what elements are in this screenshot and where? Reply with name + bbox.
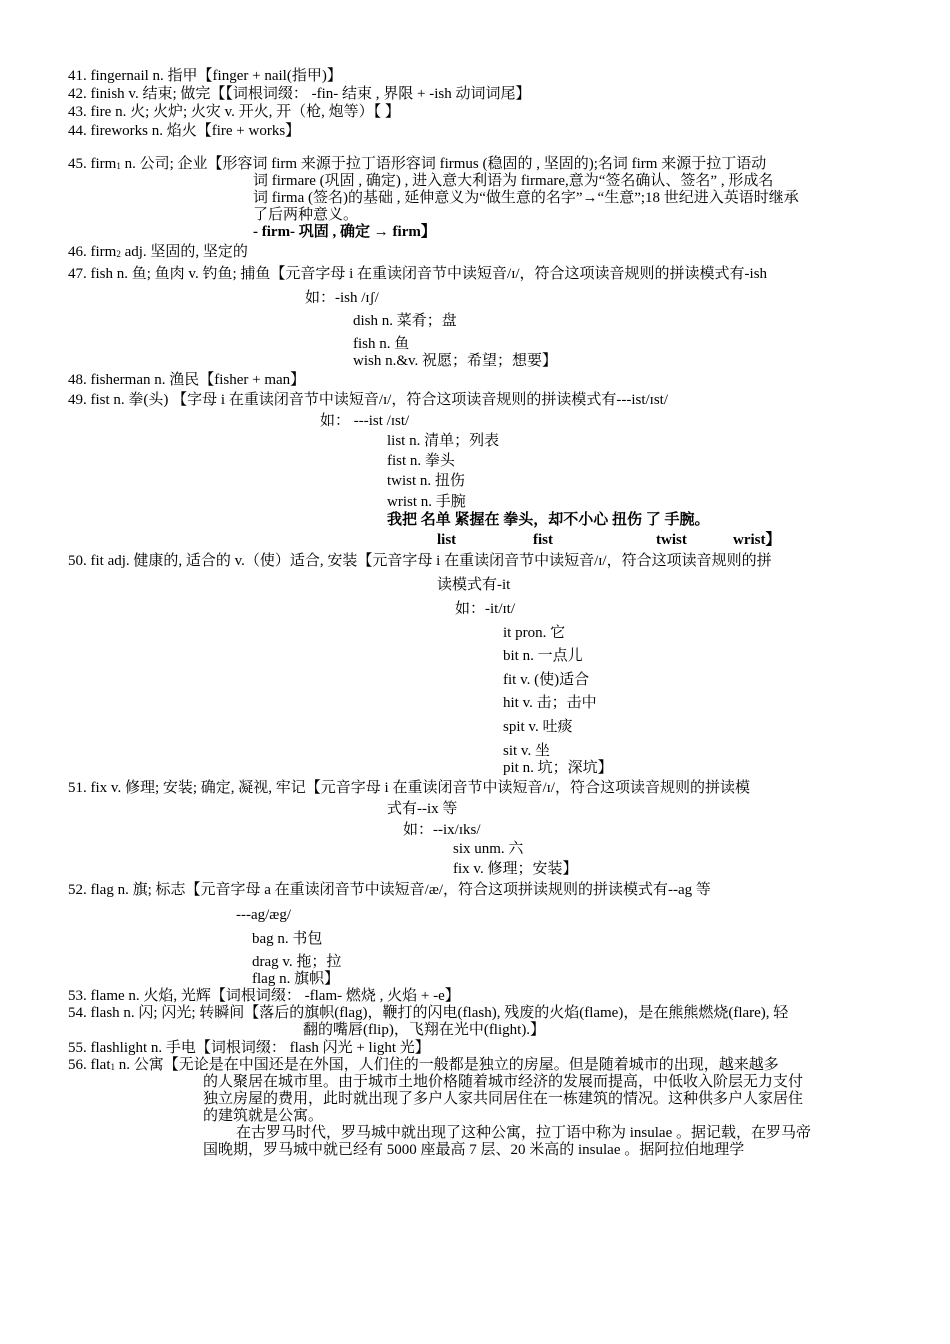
entry-50: 50. fit adj. 健康的, 适合的 v.（使）适合, 安装【元音字母 i 在重读闭音节中读短音/ɪ/，符合这项读音规则的拼 [68, 553, 772, 569]
entry-45-headword: 45. firm [68, 156, 117, 172]
entry-50-word-3: fit v. (使)适合 [503, 672, 590, 688]
entry-52-word-3: flag n. 旗帜】 [252, 971, 340, 987]
entry-47-word-3: wish n.&v. 祝愿；希望；想要】 [353, 353, 558, 369]
entry-50-word-4: hit v. 击；击中 [503, 695, 597, 711]
entry-52-word-2: drag v. 拖；拉 [252, 954, 342, 970]
entry-46-rest: adj. 坚固的, 坚定的 [120, 244, 248, 260]
entry-45-line-5: - firm- 巩固 , 确定 → firm】 [253, 224, 436, 240]
entry-49-word-3: twist n. 扭伤 [387, 473, 465, 489]
entry-49-word-2: fist n. 拳头 [387, 453, 455, 469]
entry-55: 55. flashlight n. 手电【词根词缀： flash 闪光 + light 光】 [68, 1040, 430, 1056]
entry-56-line-1: n. 公寓【无论是在中国还是在外国，人们住的一般都是独立的房屋。但是随着城市的出现，越来越多 [115, 1057, 779, 1073]
entry-47-word-1: dish n. 菜肴；盘 [353, 313, 457, 329]
entry-50-word-6: sit v. 坐 [503, 743, 550, 759]
entry-49-mnemonic-word-4: wrist】 [733, 532, 781, 548]
entry-54-line-2: 翻的嘴唇(flip)，飞翔在光中(flight).】 [303, 1022, 546, 1038]
entry-47: 47. fish n. 鱼; 鱼肉 v. 钓鱼; 捕鱼【元音字母 i 在重读闭音节中读短音/ɪ/，符合这项读音规则的拼读模式有-ish [68, 266, 768, 282]
entry-49-mnemonic-word-2: fist [533, 532, 553, 548]
entry-56-line-3: 独立房屋的费用，此时就出现了多户人家共同居住在一栋建筑的情况。这种供多户人家居住 [203, 1091, 804, 1107]
entry-45-subscript: 1 [116, 161, 121, 171]
entry-56-line-6: 国晚期，罗马城中就已经有 5000 座最高 7 层、20 米高的 insulae 。据阿拉伯地理学 [203, 1142, 745, 1158]
entry-44: 44. fireworks n. 焰火【fire + works】 [68, 123, 301, 139]
entry-43: 43. fire n. 火; 火炉; 火灾 v. 开火, 开（枪, 炮等）【 】 [68, 104, 400, 120]
entry-56-line-5: 在古罗马时代，罗马城中就出现了这种公寓，拉丁语中称为 insulae 。据记载，在罗马帝 [236, 1125, 811, 1141]
entry-49-word-1: list n. 清单；列表 [387, 433, 500, 449]
entry-51: 51. fix v. 修理; 安装; 确定, 凝视, 牢记【元音字母 i 在重读闭音节中读短音/ɪ/，符合这项读音规则的拼读模 [68, 780, 750, 796]
entry-56-headword: 56. flat [68, 1057, 111, 1073]
entry-46-subscript: 2 [116, 249, 121, 259]
entry-46 [68, 243, 248, 262]
entry-47-example-pattern: 如：-ish /ɪʃ/ [305, 290, 379, 306]
entry-45-line-4: 了后两种意义。 [253, 207, 359, 223]
entry-50-line-2: 读模式有-it [437, 577, 511, 593]
entry-54: 54. flash n. 闪; 闪光; 转瞬间【落后的旗帜(flag)，鞭打的闪电(flash), 残废的火焰(flame)，是在熊熊燃烧(flare), 轻 [68, 1005, 789, 1021]
entry-47-word-2: fish n. 鱼 [353, 336, 410, 352]
entry-50-example-pattern: 如：-it/ɪt/ [455, 601, 516, 617]
entry-51-example-pattern: 如：--ix/ɪks/ [403, 822, 481, 838]
entry-49-example-pattern: 如： ---ist /ɪst/ [320, 413, 410, 429]
entry-56-line-4: 的建筑就是公寓。 [203, 1108, 324, 1124]
entry-52-example-pattern: ---ag/æg/ [236, 907, 291, 923]
entry-48: 48. fisherman n. 渔民【fisher + man】 [68, 372, 306, 388]
entry-50-word-1: it pron. 它 [503, 625, 566, 641]
entry-53: 53. flame n. 火焰, 光辉【词根词缀： -flam- 燃烧 , 火焰 + -e】 [68, 988, 460, 1004]
entry-49-word-4: wrist n. 手腕 [387, 494, 466, 510]
entry-56-subscript: 1 [110, 1062, 115, 1072]
entry-49-mnemonic-sentence: 我把 名单 紧握在 拳头，却不小心 扭伤 了 手腕。 [387, 512, 710, 528]
entry-45-line-3: 词 firma (签名)的基础 , 延伸意义为“做生意的名字”→“生意”;18 世纪进入英语时继承 [253, 190, 799, 206]
entry-50-word-2: bit n. 一点儿 [503, 648, 583, 664]
entry-45-line-1: n. 公司; 企业【形容词 firm 来源于拉丁语形容词 firmus (稳固的 , 坚固的);名词 firm 来源于拉丁语动 [120, 156, 767, 172]
entry-46-headword: 46. firm [68, 244, 117, 260]
entry-51-word-2: fix v. 修理；安装】 [453, 861, 578, 877]
entry-51-line-2: 式有--ix 等 [387, 801, 458, 817]
entry-45-line-2: 词 firmare (巩固 , 确定) , 进入意大利语为 firmare,意为“签名确认、签名” , 形成名 [253, 173, 774, 189]
entry-50-word-5: spit v. 吐痰 [503, 719, 573, 735]
entry-49-mnemonic-word-3: twist [656, 532, 687, 548]
entry-51-word-1: six unm. 六 [453, 841, 524, 857]
entry-52: 52. flag n. 旗; 标志【元音字母 a 在重读闭音节中读短音/æ/，符合这项拼读规则的拼读模式有--ag 等 [68, 882, 711, 898]
entry-56-line-2: 的人聚居在城市里。由于城市土地价格随着城市经济的发展而提高，中低收入阶层无力支付 [203, 1074, 804, 1090]
entry-50-word-7: pit n. 坑；深坑】 [503, 760, 613, 776]
entry-52-word-1: bag n. 书包 [252, 931, 323, 947]
entry-42: 42. finish v. 结束; 做完【【词根词缀： -fin- 结束 , 界限 + -ish 动词词尾】 [68, 86, 531, 102]
entry-49: 49. fist n. 拳(头) 【字母 i 在重读闭音节中读短音/ɪ/，符合这项读音规则的拼读模式有---ist/ɪst/ [68, 392, 668, 408]
entry-49-mnemonic-word-1: list [437, 532, 457, 548]
entry-41: 41. fingernail n. 指甲【finger + nail(指甲)】 [68, 68, 342, 84]
